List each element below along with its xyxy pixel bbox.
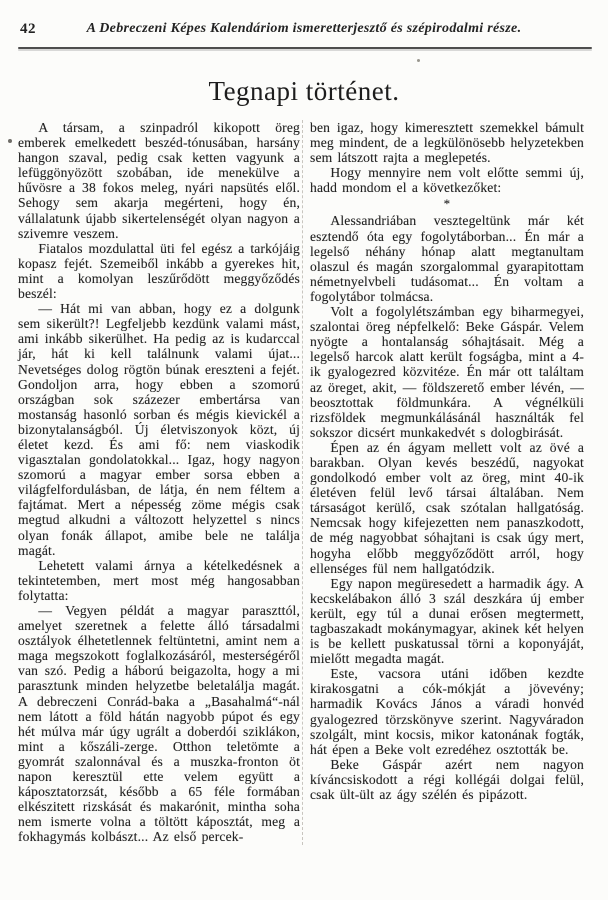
paragraph: Egy napon megüresedett a harmadik ágy. A kecskelábakon álló 3 szál deszkára új ember került, egy túl a dunai erősen megtermett, tagbaszakadt mokánymagyar, akinek két helyen is be kellett puskatussal törni a koponyáját, mielőtt megadta magát. bbox=[310, 575, 584, 667]
paragraph: Alessandriában vesztegeltünk már két esztendő óta egy fogolytáborban... Én már a legelső néhány hónap alatt megtanultam olaszul és magán szorgalommal gyarapitottam németnyelvbeli tudásomat... Én voltam a fogolytábor tolmácsa. bbox=[310, 213, 584, 304]
left-column bbox=[18, 120, 300, 845]
paragraph: Lehetett valami árnya a kételkedésnek a tekintetemben, mert most még hangosabban folytatta: bbox=[18, 557, 300, 603]
paragraph-continuation: ben igaz, hogy kimeresztett szemekkel bámult meg mindent, de a legkülönösebb helyzetekben sem látszott rajta a meglepetés. bbox=[310, 120, 584, 166]
article-title: Tegnapi történet. bbox=[208, 76, 400, 106]
paragraph: Épen az én ágyam mellett volt az övé a barakban. Olyan kevés beszédű, nagyokat gondolkodó ember volt az öreg, mint 40-ik életéven felül levő társai általában. Nem társaságot kerülő, csak szótalan hallgatóság. Nemcsak hogy kifejezetten nem panaszkodott, de még nagyobbat sóhajtani is csak úgy mert, hogyha előbb meggyőződött arról, hogy ellenséges fül nem hallgatódzik. bbox=[310, 439, 584, 576]
paragraph: A társam, a szinpadról kikopott öreg emberek emelkedett beszéd-tónusában, harsány hangon szaval, pedig csak ketten vagyunk a lefüggönyözött szobában, ide menekülve a hűvösre a 38 fokos meleg, nyári napsütés elől. Sehogy sem akarja megérteni, hogy én, vállalatunk újabb sikertelenségét olyan nagyon a szivemre veszem. bbox=[18, 120, 300, 241]
paragraph: Fiatalos mozdulattal üti fel egész a tarkójáig kopasz fejét. Szemeiből inkább a gyerekes hit, mint a komolyan leszűrődött meggyőződés beszél: bbox=[18, 240, 300, 302]
paragraph: Este, vacsora utáni időben kezdte kirakosgatni a cók-mókját a jövevény; harmadik Kovács János a váradi honvéd gyalogezred törzskönyve szerint. Nagyváradon szolgált, mint kocsis, mikor katonának fogták, hát épen a Beke volt ezredéhez osztották be. bbox=[310, 666, 584, 757]
running-header bbox=[0, 0, 608, 43]
running-title: A Debreczeni Képes Kalendáriom ismeretterjesztő és szépirodalmi része. bbox=[86, 21, 522, 36]
header-divider-rule bbox=[18, 47, 592, 49]
paragraph: — Hát mi van abban, hogy ez a dolgunk sem sikerült?! Legfeljebb kezdünk valami mást, ami inkább sikerülhet. Ha pedig az is kudarccal jár, hát ki kell találnunk valami újat... Nevetséges dolog rögtön búnak ereszteni a fejét. Gondoljon arra, hogy ebben a szomorú országban sok százezer embertársa van mostanság hasonló sorban és mégis kievickél a bizonytalanságból. Új életviszonyok közt, új életet kezd. És ami fő: nem viaskodik vigasztalan gondolatokkal... Igaz, hogy nagyon szomorú a magyar ember sorsa ebben a világfelfordulásban, de látja, én nem féltem a fajtámat. Mert a népesség zöme mégis csak megtud alkudni a változott helyzettel s nincs olyan fonák állapot, amibe bele ne találja magát. bbox=[18, 301, 300, 558]
asterisk-separator: * bbox=[443, 196, 451, 212]
article-body bbox=[0, 120, 608, 845]
paragraph: Beke Gáspár azért nem nagyon kíváncsiskodott a régi kollégái dolgai felül, csak ült-ült az ágy szélén és pipázott. bbox=[310, 756, 584, 803]
scan-speck bbox=[417, 59, 420, 62]
page-number: 42 bbox=[20, 21, 36, 37]
right-column bbox=[302, 120, 584, 845]
paragraph: Volt a fogolylétszámban egy biharmegyei, szalontai öreg népfelkelő: Beke Gáspár. Velem nyögte a hontalanság sóhajtásait. Még a legelső harcok alatt került fogságba, mint a 4-ik gyalogezred közvitéze. Én már ott találtam az öreget, akit, — földszerető ember lévén, — beosztottak földmunkára. A végnélküli rizsföldek megmunkálásánál használták fel sokszor dicsért munkakedvét s dologbirását. bbox=[310, 304, 584, 440]
paragraph: — Vegyen példát a magyar paraszttól, amelyet szeretnek a felette álló társadalmi osztályok élhetetlennek feltüntetni, amint nem a maga megszokott foglalkozásáról, mesterségéről van szó. Pedig a háború beigazolta, hogy a mi parasztunk minden helyzetbe beletalálja magát. A debreczeni Conrád-baka a „Basahalmá“-nál nem látott a föld hátán nagyobb púpot és egy hét múlva már úgy ugrált a doberdói sziklákon, mint a kőszáli-zerge. Otthon teletömte a gyomrát szalonnával és a muszka-fronton öt napon keresztül ette velem együtt a káposztatorzsát, később a 65 féle formában elkészitett rizskását és makarónit, mintha soha nem ismerte volna a töltött káposztát, meg a fokhagymás kolbászt... Az első percek- bbox=[18, 603, 300, 845]
paragraph: Hogy mennyire nem volt előtte semmi új, hadd mondom el a következőket: bbox=[310, 165, 584, 196]
scan-speck bbox=[8, 139, 12, 143]
